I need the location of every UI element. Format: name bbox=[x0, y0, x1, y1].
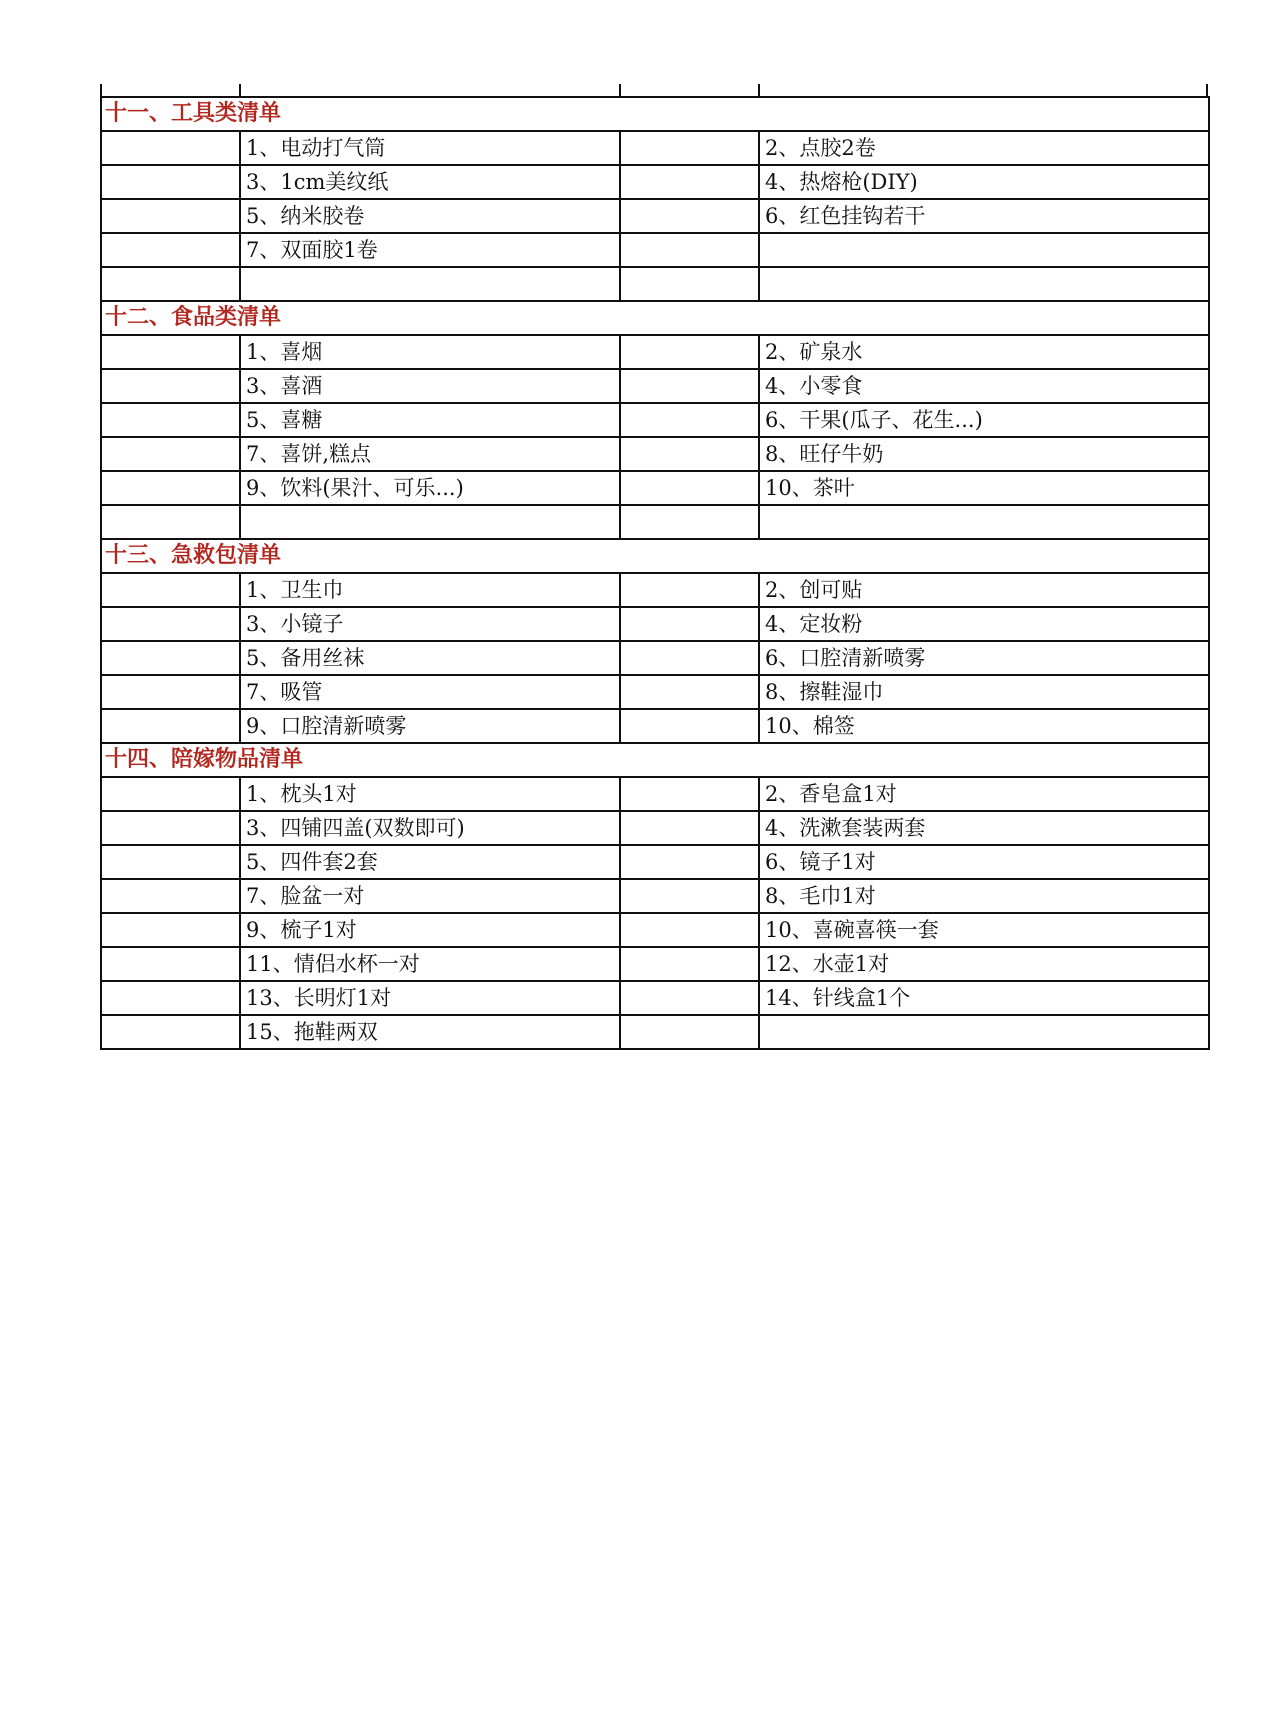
checklist-sheet bbox=[100, 84, 1208, 1050]
item-cell-right: 8、毛巾1对 bbox=[759, 879, 1209, 913]
item-cell-left: 1、电动打气筒 bbox=[240, 131, 620, 165]
blank-cell bbox=[620, 879, 759, 913]
item-cell-left: 3、喜酒 bbox=[240, 369, 620, 403]
section-title: 十一、工具类清单 bbox=[101, 97, 1209, 131]
item-cell-left: 7、吸管 bbox=[240, 675, 620, 709]
table-row bbox=[101, 777, 1209, 811]
table-row bbox=[101, 505, 1209, 539]
blank-cell bbox=[620, 369, 759, 403]
blank-cell bbox=[620, 709, 759, 743]
item-cell-right: 10、喜碗喜筷一套 bbox=[759, 913, 1209, 947]
blank-cell bbox=[620, 233, 759, 267]
previous-table-edge bbox=[100, 84, 1208, 96]
blank-cell bbox=[620, 675, 759, 709]
item-cell-left: 9、饮料(果汁、可乐...) bbox=[240, 471, 620, 505]
blank-cell bbox=[101, 641, 240, 675]
table-row bbox=[101, 471, 1209, 505]
blank-cell bbox=[101, 709, 240, 743]
item-cell-right: 2、点胶2卷 bbox=[759, 131, 1209, 165]
item-cell-right: 4、定妆粉 bbox=[759, 607, 1209, 641]
item-cell-left: 7、脸盆一对 bbox=[240, 879, 620, 913]
item-cell-right: 2、矿泉水 bbox=[759, 335, 1209, 369]
item-cell-right: 6、干果(瓜子、花生...) bbox=[759, 403, 1209, 437]
item-cell-left: 1、喜烟 bbox=[240, 335, 620, 369]
grid-stub bbox=[1206, 84, 1208, 96]
item-cell-right bbox=[759, 267, 1209, 301]
item-cell-left: 5、四件套2套 bbox=[240, 845, 620, 879]
table-row bbox=[101, 981, 1209, 1015]
item-cell-left: 5、备用丝袜 bbox=[240, 641, 620, 675]
item-cell-right: 8、旺仔牛奶 bbox=[759, 437, 1209, 471]
item-cell-left: 3、1cm美纹纸 bbox=[240, 165, 620, 199]
blank-cell bbox=[101, 913, 240, 947]
blank-cell bbox=[620, 981, 759, 1015]
section-header-row bbox=[101, 97, 1209, 131]
blank-cell bbox=[101, 947, 240, 981]
grid-stub bbox=[239, 84, 241, 96]
item-cell-left: 11、情侣水杯一对 bbox=[240, 947, 620, 981]
blank-cell bbox=[101, 1015, 240, 1049]
checklist-table-body bbox=[101, 97, 1209, 1049]
item-cell-right: 4、热熔枪(DIY) bbox=[759, 165, 1209, 199]
table-row bbox=[101, 369, 1209, 403]
item-cell-right: 12、水壶1对 bbox=[759, 947, 1209, 981]
item-cell-right bbox=[759, 233, 1209, 267]
item-cell-right: 8、擦鞋湿巾 bbox=[759, 675, 1209, 709]
blank-cell bbox=[101, 233, 240, 267]
blank-cell bbox=[101, 573, 240, 607]
checklist-table bbox=[100, 96, 1210, 1050]
blank-cell bbox=[620, 437, 759, 471]
blank-cell bbox=[101, 165, 240, 199]
table-row bbox=[101, 1015, 1209, 1049]
table-row bbox=[101, 403, 1209, 437]
table-row bbox=[101, 641, 1209, 675]
blank-cell bbox=[620, 1015, 759, 1049]
blank-cell bbox=[620, 199, 759, 233]
item-cell-right: 4、洗漱套装两套 bbox=[759, 811, 1209, 845]
blank-cell bbox=[101, 437, 240, 471]
blank-cell bbox=[620, 947, 759, 981]
section-title: 十二、食品类清单 bbox=[101, 301, 1209, 335]
item-cell-left: 7、双面胶1卷 bbox=[240, 233, 620, 267]
item-cell-left: 1、卫生巾 bbox=[240, 573, 620, 607]
blank-cell bbox=[620, 777, 759, 811]
grid-stub bbox=[100, 84, 102, 96]
table-row bbox=[101, 811, 1209, 845]
blank-cell bbox=[101, 505, 240, 539]
item-cell-right: 14、针线盒1个 bbox=[759, 981, 1209, 1015]
blank-cell bbox=[101, 811, 240, 845]
item-cell-left: 5、纳米胶卷 bbox=[240, 199, 620, 233]
blank-cell bbox=[101, 845, 240, 879]
item-cell-left: 1、枕头1对 bbox=[240, 777, 620, 811]
item-cell-right: 2、创可贴 bbox=[759, 573, 1209, 607]
item-cell-left: 13、长明灯1对 bbox=[240, 981, 620, 1015]
table-row bbox=[101, 845, 1209, 879]
section-title: 十三、急救包清单 bbox=[101, 539, 1209, 573]
item-cell-right: 2、香皂盒1对 bbox=[759, 777, 1209, 811]
table-row bbox=[101, 947, 1209, 981]
item-cell-right: 4、小零食 bbox=[759, 369, 1209, 403]
blank-cell bbox=[101, 131, 240, 165]
item-cell-right: 6、镜子1对 bbox=[759, 845, 1209, 879]
table-row bbox=[101, 709, 1209, 743]
table-row bbox=[101, 335, 1209, 369]
blank-cell bbox=[620, 913, 759, 947]
blank-cell bbox=[620, 505, 759, 539]
table-row bbox=[101, 573, 1209, 607]
blank-cell bbox=[620, 131, 759, 165]
blank-cell bbox=[620, 811, 759, 845]
item-cell-right bbox=[759, 505, 1209, 539]
table-row bbox=[101, 675, 1209, 709]
blank-cell bbox=[101, 471, 240, 505]
blank-cell bbox=[101, 267, 240, 301]
table-row bbox=[101, 437, 1209, 471]
table-row bbox=[101, 199, 1209, 233]
item-cell-left bbox=[240, 267, 620, 301]
blank-cell bbox=[101, 777, 240, 811]
item-cell-right: 10、棉签 bbox=[759, 709, 1209, 743]
item-cell-right: 6、口腔清新喷雾 bbox=[759, 641, 1209, 675]
table-row bbox=[101, 879, 1209, 913]
blank-cell bbox=[620, 573, 759, 607]
item-cell-left: 3、小镜子 bbox=[240, 607, 620, 641]
blank-cell bbox=[101, 199, 240, 233]
item-cell-left: 5、喜糖 bbox=[240, 403, 620, 437]
item-cell-right: 10、茶叶 bbox=[759, 471, 1209, 505]
blank-cell bbox=[101, 607, 240, 641]
blank-cell bbox=[101, 369, 240, 403]
blank-cell bbox=[620, 267, 759, 301]
item-cell-left bbox=[240, 505, 620, 539]
section-header-row bbox=[101, 539, 1209, 573]
table-row bbox=[101, 165, 1209, 199]
blank-cell bbox=[620, 607, 759, 641]
blank-cell bbox=[620, 335, 759, 369]
item-cell-left: 9、口腔清新喷雾 bbox=[240, 709, 620, 743]
blank-cell bbox=[620, 845, 759, 879]
blank-cell bbox=[101, 879, 240, 913]
section-header-row bbox=[101, 301, 1209, 335]
blank-cell bbox=[620, 403, 759, 437]
blank-cell bbox=[620, 641, 759, 675]
blank-cell bbox=[620, 165, 759, 199]
table-row bbox=[101, 913, 1209, 947]
table-row bbox=[101, 607, 1209, 641]
blank-cell bbox=[101, 335, 240, 369]
grid-stub bbox=[619, 84, 621, 96]
item-cell-left: 15、拖鞋两双 bbox=[240, 1015, 620, 1049]
blank-cell bbox=[101, 981, 240, 1015]
item-cell-right bbox=[759, 1015, 1209, 1049]
item-cell-right: 6、红色挂钩若干 bbox=[759, 199, 1209, 233]
section-title: 十四、陪嫁物品清单 bbox=[101, 743, 1209, 777]
table-row bbox=[101, 233, 1209, 267]
item-cell-left: 3、四铺四盖(双数即可) bbox=[240, 811, 620, 845]
blank-cell bbox=[101, 675, 240, 709]
table-row bbox=[101, 131, 1209, 165]
blank-cell bbox=[101, 403, 240, 437]
item-cell-left: 7、喜饼,糕点 bbox=[240, 437, 620, 471]
blank-cell bbox=[620, 471, 759, 505]
section-header-row bbox=[101, 743, 1209, 777]
item-cell-left: 9、梳子1对 bbox=[240, 913, 620, 947]
table-row bbox=[101, 267, 1209, 301]
grid-stub bbox=[758, 84, 760, 96]
